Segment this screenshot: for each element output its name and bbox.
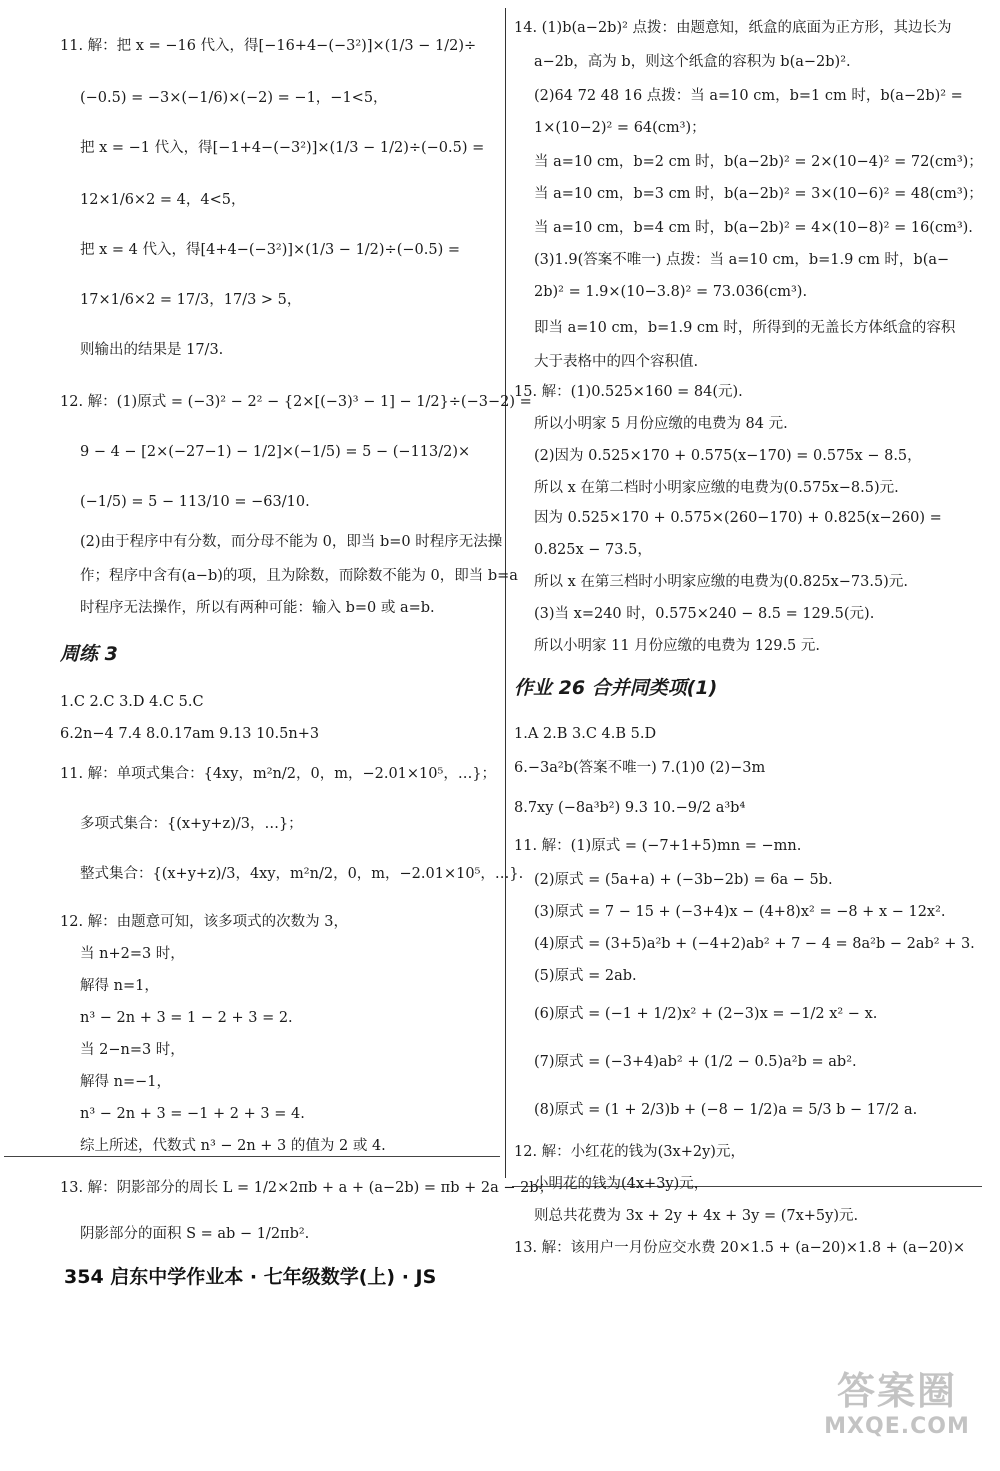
text-line: 所以小明家 5 月份应缴的电费为 84 元. <box>534 416 788 432</box>
text-line: 12. 解：小红花的钱为(3x+2y)元， <box>514 1144 745 1160</box>
text-line: 6.2n−4 7.4 8.0.17am 9.13 10.5n+3 <box>60 726 320 742</box>
text-line: 12. 解：由题意可知，该多项式的次数为 3， <box>60 914 349 930</box>
text-line: 把 x = −1 代入，得[−1+4−(−3²)]×(1/3 − 1/2)÷(−0.5) = <box>80 140 485 156</box>
column-divider <box>505 8 506 1178</box>
text-line: (2)因为 0.525×170 + 0.575(x−170) = 0.575x − 8.5， <box>534 448 922 464</box>
text-line: (5)原式 = 2ab. <box>534 968 637 984</box>
page-footer: 354 启东中学作业本 · 七年级数学(上) · JS <box>64 1266 437 1288</box>
text-line: 解得 n=1， <box>80 978 159 994</box>
text-line: (7)原式 = (−3+4)ab² + (1/2 − 0.5)a²b = ab². <box>534 1054 857 1070</box>
text-line: 12. 解：(1)原式 = (−3)² − 2² − {2×[(−3)³ − 1] − 1/2}÷(−3−2) = <box>60 394 532 410</box>
text-line: 所以 x 在第三档时小明家应缴的电费为(0.825x−73.5)元. <box>534 574 908 590</box>
text-line: n³ − 2n + 3 = −1 + 2 + 3 = 4. <box>80 1106 305 1122</box>
text-line: 当 a=10 cm，b=2 cm 时，b(a−2b)² = 2×(10−4)² = 72(cm³)； <box>534 154 983 170</box>
text-line: (8)原式 = (1 + 2/3)b + (−8 − 1/2)a = 5/3 b − 17/2 a. <box>534 1102 918 1118</box>
text-line: (2)由于程序中有分数，而分母不能为 0，即当 b=0 时程序无法操 <box>80 534 503 550</box>
section-heading: 周练 3 <box>60 643 118 665</box>
text-line: 当 a=10 cm，b=4 cm 时，b(a−2b)² = 4×(10−8)² = 16(cm³). <box>534 220 973 236</box>
text-line: 14. (1)b(a−2b)² 点拨：由题意知，纸盒的底面为正方形，其边长为 <box>514 20 952 36</box>
text-line: 12×1/6×2 = 4，4<5， <box>80 192 246 208</box>
text-line: 当 a=10 cm，b=3 cm 时，b(a−2b)² = 3×(10−6)² = 48(cm³)； <box>534 186 983 202</box>
text-line: 17×1/6×2 = 17/3，17/3 > 5， <box>80 292 302 308</box>
text-line: (−1/5) = 5 − 113/10 = −63/10. <box>80 494 310 510</box>
text-line: 11. 解：单项式集合：{4xy，m²n/2，0，m，−2.01×10⁵，…}； <box>60 766 497 782</box>
text-line: a−2b，高为 b，则这个纸盒的容积为 b(a−2b)². <box>534 54 851 70</box>
text-line: 13. 解：该用户一月份应交水费 20×1.5 + (a−20)×1.8 + (a−20)× <box>514 1240 966 1256</box>
text-line: 当 2−n=3 时， <box>80 1042 185 1058</box>
footer-rule-left <box>4 1156 500 1157</box>
text-line: 2b)² = 1.9×(10−3.8)² = 73.036(cm³). <box>534 284 808 300</box>
text-line: 9 − 4 − [2×(−27−1) − 1/2]×(−1/5) = 5 − (−113/2)× <box>80 444 471 460</box>
text-line: 大于表格中的四个容积值. <box>534 354 699 370</box>
text-line: 11. 解：(1)原式 = (−7+1+5)mn = −mn. <box>514 838 802 854</box>
text-line: (3)原式 = 7 − 15 + (−3+4)x − (4+8)x² = −8 + x − 12x². <box>534 904 946 920</box>
text-line: (6)原式 = (−1 + 1/2)x² + (2−3)x = −1/2 x² − x. <box>534 1006 878 1022</box>
text-line: 综上所述，代数式 n³ − 2n + 3 的值为 2 或 4. <box>80 1138 386 1154</box>
text-line: 多项式集合：{(x+y+z)/3，…}； <box>80 816 303 832</box>
text-line: 所以 x 在第二档时小明家应缴的电费为(0.575x−8.5)元. <box>534 480 899 496</box>
text-line: 整式集合：{(x+y+z)/3，4xy，m²n/2，0，m，−2.01×10⁵，…}. <box>80 866 524 882</box>
text-line: (2)64 72 48 16 点拨：当 a=10 cm，b=1 cm 时，b(a−2b)² = <box>534 88 963 104</box>
text-line: 1.A 2.B 3.C 4.B 5.D <box>514 726 657 742</box>
text-line: 作；程序中含有(a−b)的项，且为除数，而除数不能为 0，即当 b=a <box>80 568 518 584</box>
text-line: 所以小明家 11 月份应缴的电费为 129.5 元. <box>534 638 821 654</box>
watermark-text: 答案圈 <box>836 1369 957 1413</box>
text-line: 小明花的钱为(4x+3y)元， <box>534 1176 709 1192</box>
text-line: (3)1.9(答案不唯一) 点拨：当 a=10 cm，b=1.9 cm 时，b(a− <box>534 252 950 268</box>
text-line: 1×(10−2)² = 64(cm³)； <box>534 120 706 136</box>
text-line: 13. 解：阴影部分的周长 L = 1/2×2πb + a + (a−2b) = πb + 2a − 2b； <box>60 1180 554 1196</box>
section-heading: 作业 26 合并同类项(1) <box>514 677 718 699</box>
text-line: (−0.5) = −3×(−1/6)×(−2) = −1，−1<5， <box>80 90 388 106</box>
text-line: 时程序无法操作，所以有两种可能：输入 b=0 或 a=b. <box>80 600 435 616</box>
text-line: 阴影部分的面积 S = ab − 1/2πb². <box>80 1226 310 1242</box>
text-line: 1.C 2.C 3.D 4.C 5.C <box>60 694 204 710</box>
text-line: 15. 解：(1)0.525×160 = 84(元). <box>514 384 743 400</box>
text-line: (2)原式 = (5a+a) + (−3b−2b) = 6a − 5b. <box>534 872 833 888</box>
text-line: 因为 0.525×170 + 0.575×(260−170) + 0.825(x−260) = <box>534 510 942 526</box>
text-line: 8.7xy (−8a³b²) 9.3 10.−9/2 a³b⁴ <box>514 800 746 816</box>
text-line: 解得 n=−1， <box>80 1074 171 1090</box>
text-line: (3)当 x=240 时，0.575×240 − 8.5 = 129.5(元). <box>534 606 875 622</box>
watermark-logo <box>822 1368 972 1458</box>
text-line: n³ − 2n + 3 = 1 − 2 + 3 = 2. <box>80 1010 293 1026</box>
text-line: (4)原式 = (3+5)a²b + (−4+2)ab² + 7 − 4 = 8a²b − 2ab² + 3. <box>534 936 975 952</box>
text-line: 则输出的结果是 17/3. <box>80 342 224 358</box>
text-line: 则总共花费为 3x + 2y + 4x + 3y = (7x+5y)元. <box>534 1208 859 1224</box>
text-line: 当 n+2=3 时， <box>80 946 185 962</box>
text-line: 11. 解：把 x = −16 代入，得[−16+4−(−3²)]×(1/3 − 1/2)÷ <box>60 38 477 54</box>
text-line: 6.−3a²b(答案不唯一) 7.(1)0 (2)−3m <box>514 760 766 776</box>
watermark-url: MXQE.COM <box>824 1414 970 1439</box>
text-line: 0.825x − 73.5， <box>534 542 652 558</box>
text-line: 即当 a=10 cm，b=1.9 cm 时，所得到的无盖长方体纸盒的容积 <box>534 320 956 336</box>
text-line: 把 x = 4 代入，得[4+4−(−3²)]×(1/3 − 1/2)÷(−0.5) = <box>80 242 460 258</box>
